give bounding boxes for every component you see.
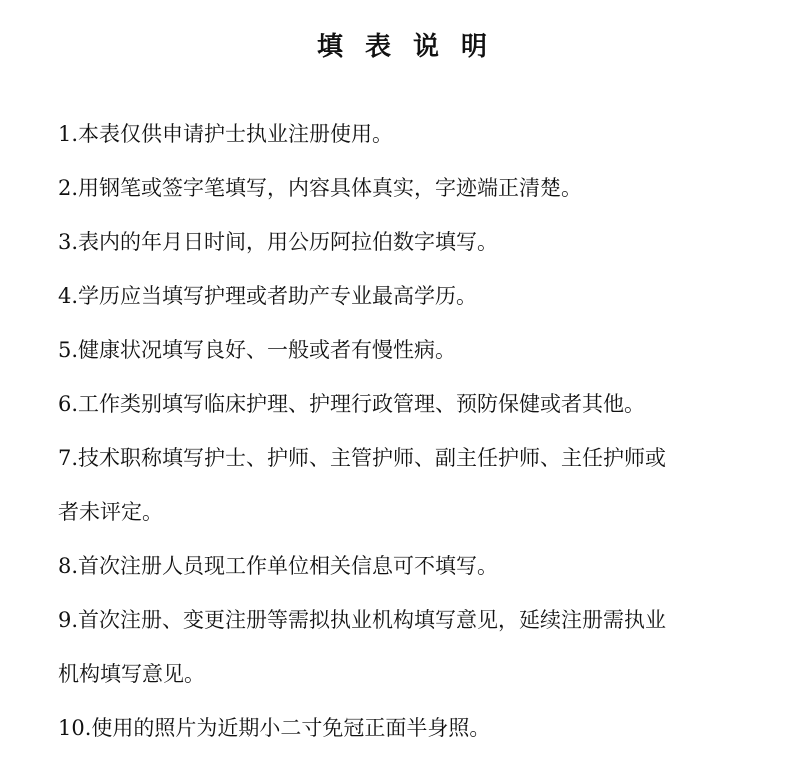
instruction-line-7: 7.技术职称填写护士、护师、主管护师、副主任护师、主任护师或 xyxy=(58,446,667,470)
instruction-line-8: 8.首次注册人员现工作单位相关信息可不填写。 xyxy=(58,554,499,578)
instruction-line-5: 5.健康状况填写良好、一般或者有慢性病。 xyxy=(58,338,457,362)
instruction-line-6: 6.工作类别填写临床护理、护理行政管理、预防保健或者其他。 xyxy=(58,392,646,416)
page-title: 填表说明 xyxy=(316,32,509,62)
instruction-line-7-continued: 者未评定。 xyxy=(58,500,163,524)
instruction-line-2: 2.用钢笔或签字笔填写，内容具体真实，字迹端正清楚。 xyxy=(58,176,583,200)
instruction-line-4: 4.学历应当填写护理或者助产专业最高学历。 xyxy=(58,284,478,308)
instruction-line-3: 3.表内的年月日时间，用公历阿拉伯数字填写。 xyxy=(58,230,499,254)
instruction-line-9: 9.首次注册、变更注册等需拟执业机构填写意见，延续注册需执业 xyxy=(58,608,667,632)
instructions-list xyxy=(58,116,798,764)
instruction-line-1: 1.本表仅供申请护士执业注册使用。 xyxy=(58,122,394,146)
instruction-line-9-continued: 机构填写意见。 xyxy=(58,662,205,686)
instruction-line-10: 10.使用的照片为近期小二寸免冠正面半身照。 xyxy=(58,716,491,740)
